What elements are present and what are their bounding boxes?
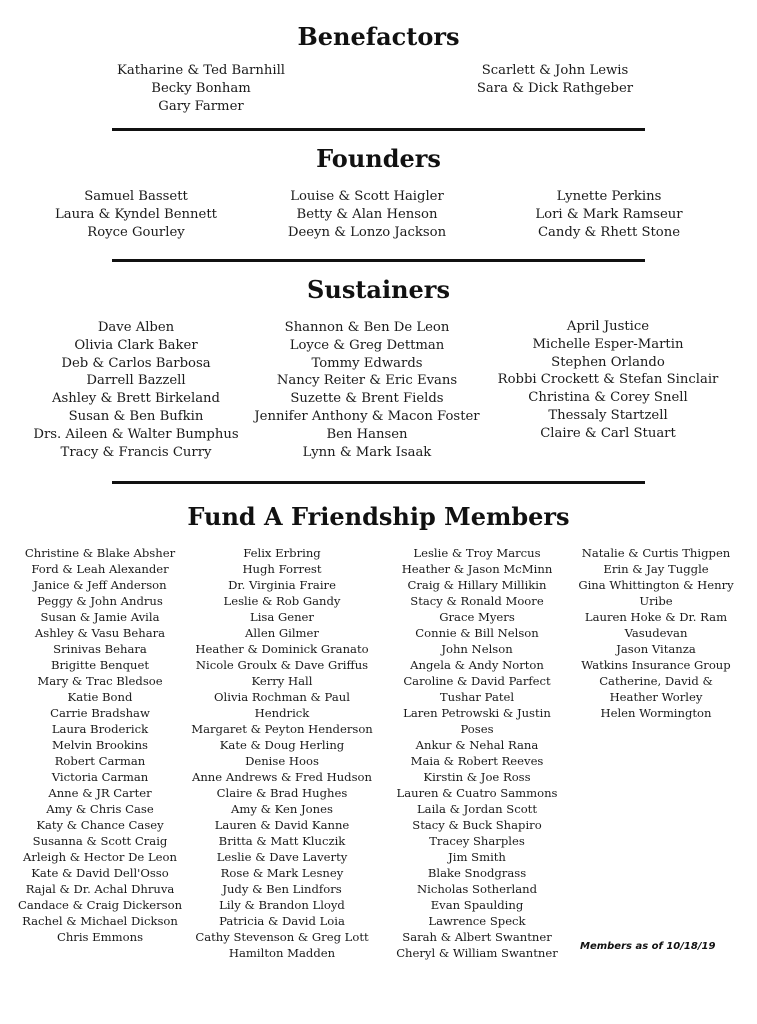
- founders-heading: Founders: [316, 144, 441, 173]
- benefactors-column-2: [450, 62, 660, 98]
- member-name: Deeyn & Lonzo Jackson: [287, 224, 447, 240]
- member-name: Leslie & Troy Marcus: [413, 546, 541, 560]
- member-name: Jason Vitanza: [616, 642, 696, 656]
- member-name: Scarlett & John Lewis: [481, 63, 629, 78]
- member-name: Dave Alben: [97, 320, 175, 335]
- member-name: Lynn & Mark Isaak: [302, 444, 432, 460]
- member-name: Laren Petrowski & Justin Poses: [403, 706, 551, 736]
- section-divider: [112, 481, 645, 484]
- member-name: Ashley & Vasu Behara: [34, 626, 166, 640]
- member-name: Hugh Forrest: [242, 562, 322, 576]
- member-name: Cathy Stevenson & Greg Lott: [195, 930, 369, 944]
- member-name: Victoria Carman: [51, 770, 149, 784]
- member-name: Lisa Gener: [250, 610, 314, 624]
- sustainers-column-2: [253, 319, 481, 461]
- member-name: April Justice: [566, 319, 650, 334]
- member-name: Nancy Reiter & Eric Evans: [276, 373, 458, 389]
- member-name: Evan Spaulding: [430, 898, 524, 912]
- friendship-column-4: [574, 545, 738, 721]
- member-name: Thessaly Startzell: [548, 407, 668, 423]
- member-name: Lori & Mark Ramseur: [535, 206, 683, 222]
- member-name: Rachel & Michael Dickson: [22, 914, 178, 928]
- member-name: Grace Myers: [439, 610, 515, 624]
- member-name: Candy & Rhett Stone: [537, 224, 681, 240]
- member-name: Amy & Chris Case: [46, 802, 154, 816]
- member-name: Margaret & Peyton Henderson: [191, 722, 373, 736]
- members-as-of-note: Members as of 10/18/19: [580, 941, 716, 952]
- sustainers-heading: Sustainers: [307, 275, 450, 304]
- member-name: Sara & Dick Rathgeber: [476, 80, 634, 96]
- member-name: Heather & Jason McMinn: [401, 562, 553, 576]
- member-name: Leslie & Dave Laverty: [216, 850, 348, 864]
- friendship-heading: Fund A Friendship Members: [187, 502, 570, 531]
- founders-column-1: [41, 188, 231, 241]
- member-name: Stacy & Buck Shapiro: [412, 818, 542, 832]
- member-name: Shannon & Ben De Leon: [284, 320, 450, 335]
- member-name: Craig & Hillary Millikin: [407, 578, 547, 592]
- member-name: Helen Wormington: [600, 706, 712, 720]
- member-name: Tommy Edwards: [311, 355, 423, 371]
- member-name: Kate & David Dell'Osso: [31, 866, 169, 880]
- member-name: Catherine, David & Heather Worley: [599, 674, 713, 704]
- member-name: Mary & Trac Bledsoe: [37, 674, 163, 688]
- founders-column-2: [272, 188, 462, 241]
- member-name: Maia & Robert Reeves: [410, 754, 544, 768]
- member-name: Anne Andrews & Fred Hudson: [191, 770, 373, 784]
- member-name: John Nelson: [441, 642, 513, 656]
- member-name: Becky Bonham: [151, 80, 251, 96]
- member-name: Dr. Virginia Fraire: [228, 578, 336, 592]
- member-name: Royce Gourley: [87, 224, 185, 240]
- member-name: Ankur & Nehal Rana: [415, 738, 539, 752]
- member-name: Susan & Jamie Avila: [40, 610, 160, 624]
- member-name: Cheryl & William Swantner: [396, 946, 558, 960]
- member-name: Katie Bond: [67, 690, 133, 704]
- member-name: Arleigh & Hector De Leon: [23, 850, 177, 864]
- member-name: Betty & Alan Henson: [296, 206, 438, 222]
- member-name: Kate & Doug Herling: [219, 738, 345, 752]
- member-name: Kerry Hall: [251, 674, 313, 688]
- member-name: Christina & Corey Snell: [528, 390, 688, 406]
- member-name: Laila & Jordan Scott: [416, 802, 538, 816]
- member-name: Judy & Ben Lindfors: [222, 882, 342, 896]
- member-name: Lily & Brandon Lloyd: [219, 898, 345, 912]
- member-name: Tracey Sharples: [429, 834, 525, 848]
- member-name: Susan & Ben Bufkin: [68, 408, 204, 424]
- member-name: Felix Erbring: [243, 546, 321, 560]
- founders-column-3: [514, 188, 704, 241]
- member-name: Melvin Brookins: [51, 738, 149, 752]
- member-name: Claire & Carl Stuart: [540, 425, 676, 441]
- member-name: Gary Farmer: [158, 98, 244, 114]
- member-name: Ford & Leah Alexander: [31, 562, 169, 576]
- member-name: Jennifer Anthony & Macon Foster: [254, 408, 480, 424]
- member-name: Michelle Esper-Martin: [532, 336, 684, 352]
- member-name: Robert Carman: [54, 754, 146, 768]
- friendship-column-3: [388, 545, 566, 961]
- member-name: Laura Broderick: [51, 722, 149, 736]
- member-name: Kirstin & Joe Ross: [423, 770, 531, 784]
- friendship-column-2: [189, 545, 375, 961]
- member-name: Katy & Chance Casey: [36, 818, 164, 832]
- member-name: Connie & Bill Nelson: [415, 626, 539, 640]
- section-divider: [112, 128, 645, 131]
- member-name: Nicole Groulx & Dave Griffus: [195, 658, 369, 672]
- member-name: Rajal & Dr. Achal Dhruva: [25, 882, 175, 896]
- member-name: Chris Emmons: [56, 930, 144, 944]
- member-name: Laura & Kyndel Bennett: [55, 206, 217, 222]
- member-name: Blake Snodgrass: [427, 866, 527, 880]
- member-name: Brigitte Benquet: [50, 658, 150, 672]
- member-name: Lynette Perkins: [556, 189, 662, 204]
- member-name: Louise & Scott Haigler: [290, 189, 444, 204]
- member-name: Olivia Rochman & Paul Hendrick: [214, 690, 350, 720]
- member-name: Angela & Andy Norton: [410, 658, 544, 672]
- member-name: Stephen Orlando: [551, 354, 665, 370]
- member-name: Heather & Dominick Granato: [195, 642, 369, 656]
- section-divider: [112, 259, 645, 262]
- member-name: Drs. Aileen & Walter Bumphus: [33, 426, 239, 442]
- member-name: Patricia & David Loia: [219, 914, 345, 928]
- member-name: Jim Smith: [448, 850, 506, 864]
- member-name: Carrie Bradshaw: [50, 706, 150, 720]
- member-name: Katharine & Ted Barnhill: [116, 63, 286, 78]
- member-name: Anne & JR Carter: [48, 786, 152, 800]
- member-name: Deb & Carlos Barbosa: [61, 355, 211, 371]
- member-name: Ashley & Brett Birkeland: [52, 391, 220, 407]
- member-name: Hamilton Madden: [228, 946, 336, 960]
- member-name: Darrell Bazzell: [86, 373, 186, 389]
- member-name: Erin & Jay Tuggle: [603, 562, 709, 576]
- member-name: Loyce & Greg Dettman: [289, 337, 445, 353]
- member-name: Ben Hansen: [326, 426, 408, 442]
- member-name: Claire & Brad Hughes: [216, 786, 348, 800]
- member-name: Allen Gilmer: [245, 626, 319, 640]
- member-name: Srinivas Behara: [53, 642, 147, 656]
- member-name: Tracy & Francis Curry: [60, 444, 212, 460]
- member-name: Lauren & Cuatro Sammons: [396, 786, 558, 800]
- member-name: Leslie & Rob Gandy: [223, 594, 341, 608]
- member-name: Susanna & Scott Craig: [32, 834, 168, 848]
- member-name: Tushar Patel: [439, 690, 515, 704]
- member-name: Olivia Clark Baker: [74, 337, 198, 353]
- member-name: Robbi Crockett & Stefan Sinclair: [497, 372, 719, 388]
- member-name: Samuel Bassett: [84, 189, 188, 204]
- member-name: Candace & Craig Dickerson: [17, 898, 183, 912]
- member-name: Lauren Hoke & Dr. Ram Vasudevan: [584, 610, 728, 640]
- member-name: Stacy & Ronald Moore: [410, 594, 544, 608]
- member-name: Peggy & John Andrus: [37, 594, 163, 608]
- member-name: Nicholas Sotherland: [416, 882, 537, 896]
- member-name: Lawrence Speck: [428, 914, 526, 928]
- member-name: Watkins Insurance Group: [581, 658, 731, 672]
- member-name: Suzette & Brent Fields: [290, 391, 444, 407]
- sustainers-column-1: [24, 319, 248, 461]
- friendship-column-1: [12, 545, 188, 945]
- benefactors-heading: Benefactors: [297, 22, 460, 51]
- member-name: Rose & Mark Lesney: [220, 866, 344, 880]
- member-name: Gina Whittington & Henry Uribe: [578, 578, 734, 608]
- member-name: Denise Hoos: [245, 754, 319, 768]
- member-name: Britta & Matt Kluczik: [218, 834, 346, 848]
- benefactors-column-1: [96, 62, 306, 115]
- member-name: Sarah & Albert Swantner: [402, 930, 552, 944]
- member-name: Caroline & David Parfect: [403, 674, 551, 688]
- member-name: Amy & Ken Jones: [231, 802, 333, 816]
- sustainers-column-3: [494, 318, 722, 443]
- member-name: Natalie & Curtis Thigpen: [581, 546, 731, 560]
- member-name: Janice & Jeff Anderson: [33, 578, 167, 592]
- member-name: Christine & Blake Absher: [24, 546, 176, 560]
- member-name: Lauren & David Kanne: [214, 818, 350, 832]
